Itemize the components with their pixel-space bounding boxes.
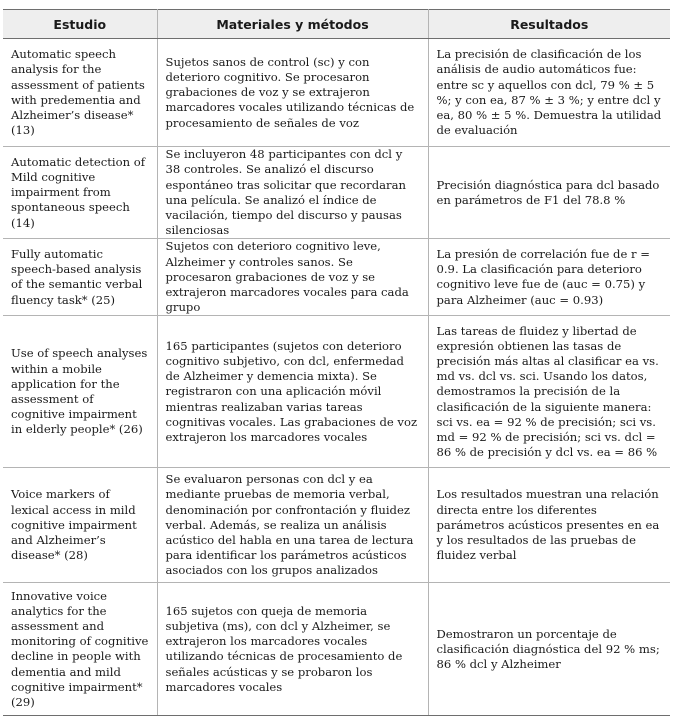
cell-resultados: Demostraron un porcentaje de clasificación diagnóstica del 92 % ms; 86 % dcl y Alzheimer: [428, 583, 670, 716]
cell-resultados: Precisión diagnóstica para dcl basado en parámetros de F1 del 78.8 %: [428, 147, 670, 239]
table-row: [3, 468, 670, 583]
cell-estudio: Automatic detection of Mild cognitive impairment from spontaneous speech (14): [3, 147, 157, 239]
table-row: [3, 316, 670, 468]
table-row: [3, 583, 670, 716]
cell-estudio: Voice markers of lexical access in mild cognitive impairment and Alzheimer’s disease* (28): [3, 468, 157, 583]
table-row: [3, 147, 670, 239]
cell-materiales: Se incluyeron 48 participantes con dcl y 38 controles. Se analizó el discurso espontáneo tras solicitar que recordaran una película. Se analizó el índice de vacilación, tiempo del discurso y pausas silenciosas: [157, 147, 428, 239]
cell-estudio: Innovative voice analytics for the assessment and monitoring of cognitive decline in people with dementia and mild cognitive impairment* (29): [3, 583, 157, 716]
cell-estudio: Use of speech analyses within a mobile application for the assessment of cognitive impairment in elderly people* (26): [3, 316, 157, 468]
table-container: [3, 9, 670, 716]
cell-resultados: La presión de correlación fue de r = 0.9. La clasificación para deterioro cognitivo leve fue de (auc = 0.75) y para Alzheimer (auc = 0.93): [428, 239, 670, 316]
cell-materiales: Sujetos con deterioro cognitivo leve, Alzheimer y controles sanos. Se procesaron grabaciones de voz y se extrajeron marcadores vocales para cada grupo: [157, 239, 428, 316]
table-row: [3, 39, 670, 147]
table-row: [3, 239, 670, 316]
cell-estudio: Automatic speech analysis for the assessment of patients with predementia and Alzheimer’s disease* (13): [3, 39, 157, 147]
header-row: [3, 10, 670, 39]
cell-materiales: Sujetos sanos de control (sc) y con deterioro cognitivo. Se procesaron grabaciones de voz y se extrajeron marcadores vocales utilizando técnicas de procesamiento de señales de voz: [157, 39, 428, 147]
cell-resultados: La precisión de clasificación de los análisis de audio automáticos fue: entre sc y aquellos con dcl, 79 % ± 5 %; y con ea, 87 % ± 3 %; y entre dcl y ea, 80 % ± 5 %. Demuestra la utilidad de evaluación: [428, 39, 670, 147]
header-estudio: Estudio: [3, 10, 157, 39]
header-resultados: Resultados: [428, 10, 670, 39]
cell-materiales: 165 participantes (sujetos con deterioro cognitivo subjetivo, con dcl, enfermedad de Alzheimer y demencia mixta). Se registraron con una aplicación móvil mientras realizaban varias tareas cognitivas vocales. Las grabaciones de voz extrajeron los marcadores vocales: [157, 316, 428, 468]
cell-resultados: Las tareas de fluidez y libertad de expresión obtienen las tasas de precisión más altas al clasificar ea vs. md vs. dcl vs. sci. Usando los datos, demostramos la precisión de la clasificación de la siguiente manera: sci vs. ea = 92 % de precisión; sci vs. md = 92 % de precisión; sci vs. dcl = 86 % de precisión y dcl vs. ea = 86 %: [428, 316, 670, 468]
cell-resultados: Los resultados muestran una relación directa entre los diferentes parámetros acústicos presentes en ea y los resultados de las pruebas de fluidez verbal: [428, 468, 670, 583]
cell-estudio: Fully automatic speech-based analysis of the semantic verbal fluency task* (25): [3, 239, 157, 316]
header-materiales: Materiales y métodos: [157, 10, 428, 39]
cell-materiales: Se evaluaron personas con dcl y ea mediante pruebas de memoria verbal, denominación por confrontación y fluidez verbal. Además, se realiza un análisis acústico del habla en una tarea de lectura para identificar los parámetros acústicos asociados con los grupos analizados: [157, 468, 428, 583]
studies-table: [3, 9, 670, 716]
cell-materiales: 165 sujetos con queja de memoria subjetiva (ms), con dcl y Alzheimer, se extrajeron los marcadores vocales utilizando técnicas de procesamiento de señales acústicas y se probaron los marcadores vocales: [157, 583, 428, 716]
